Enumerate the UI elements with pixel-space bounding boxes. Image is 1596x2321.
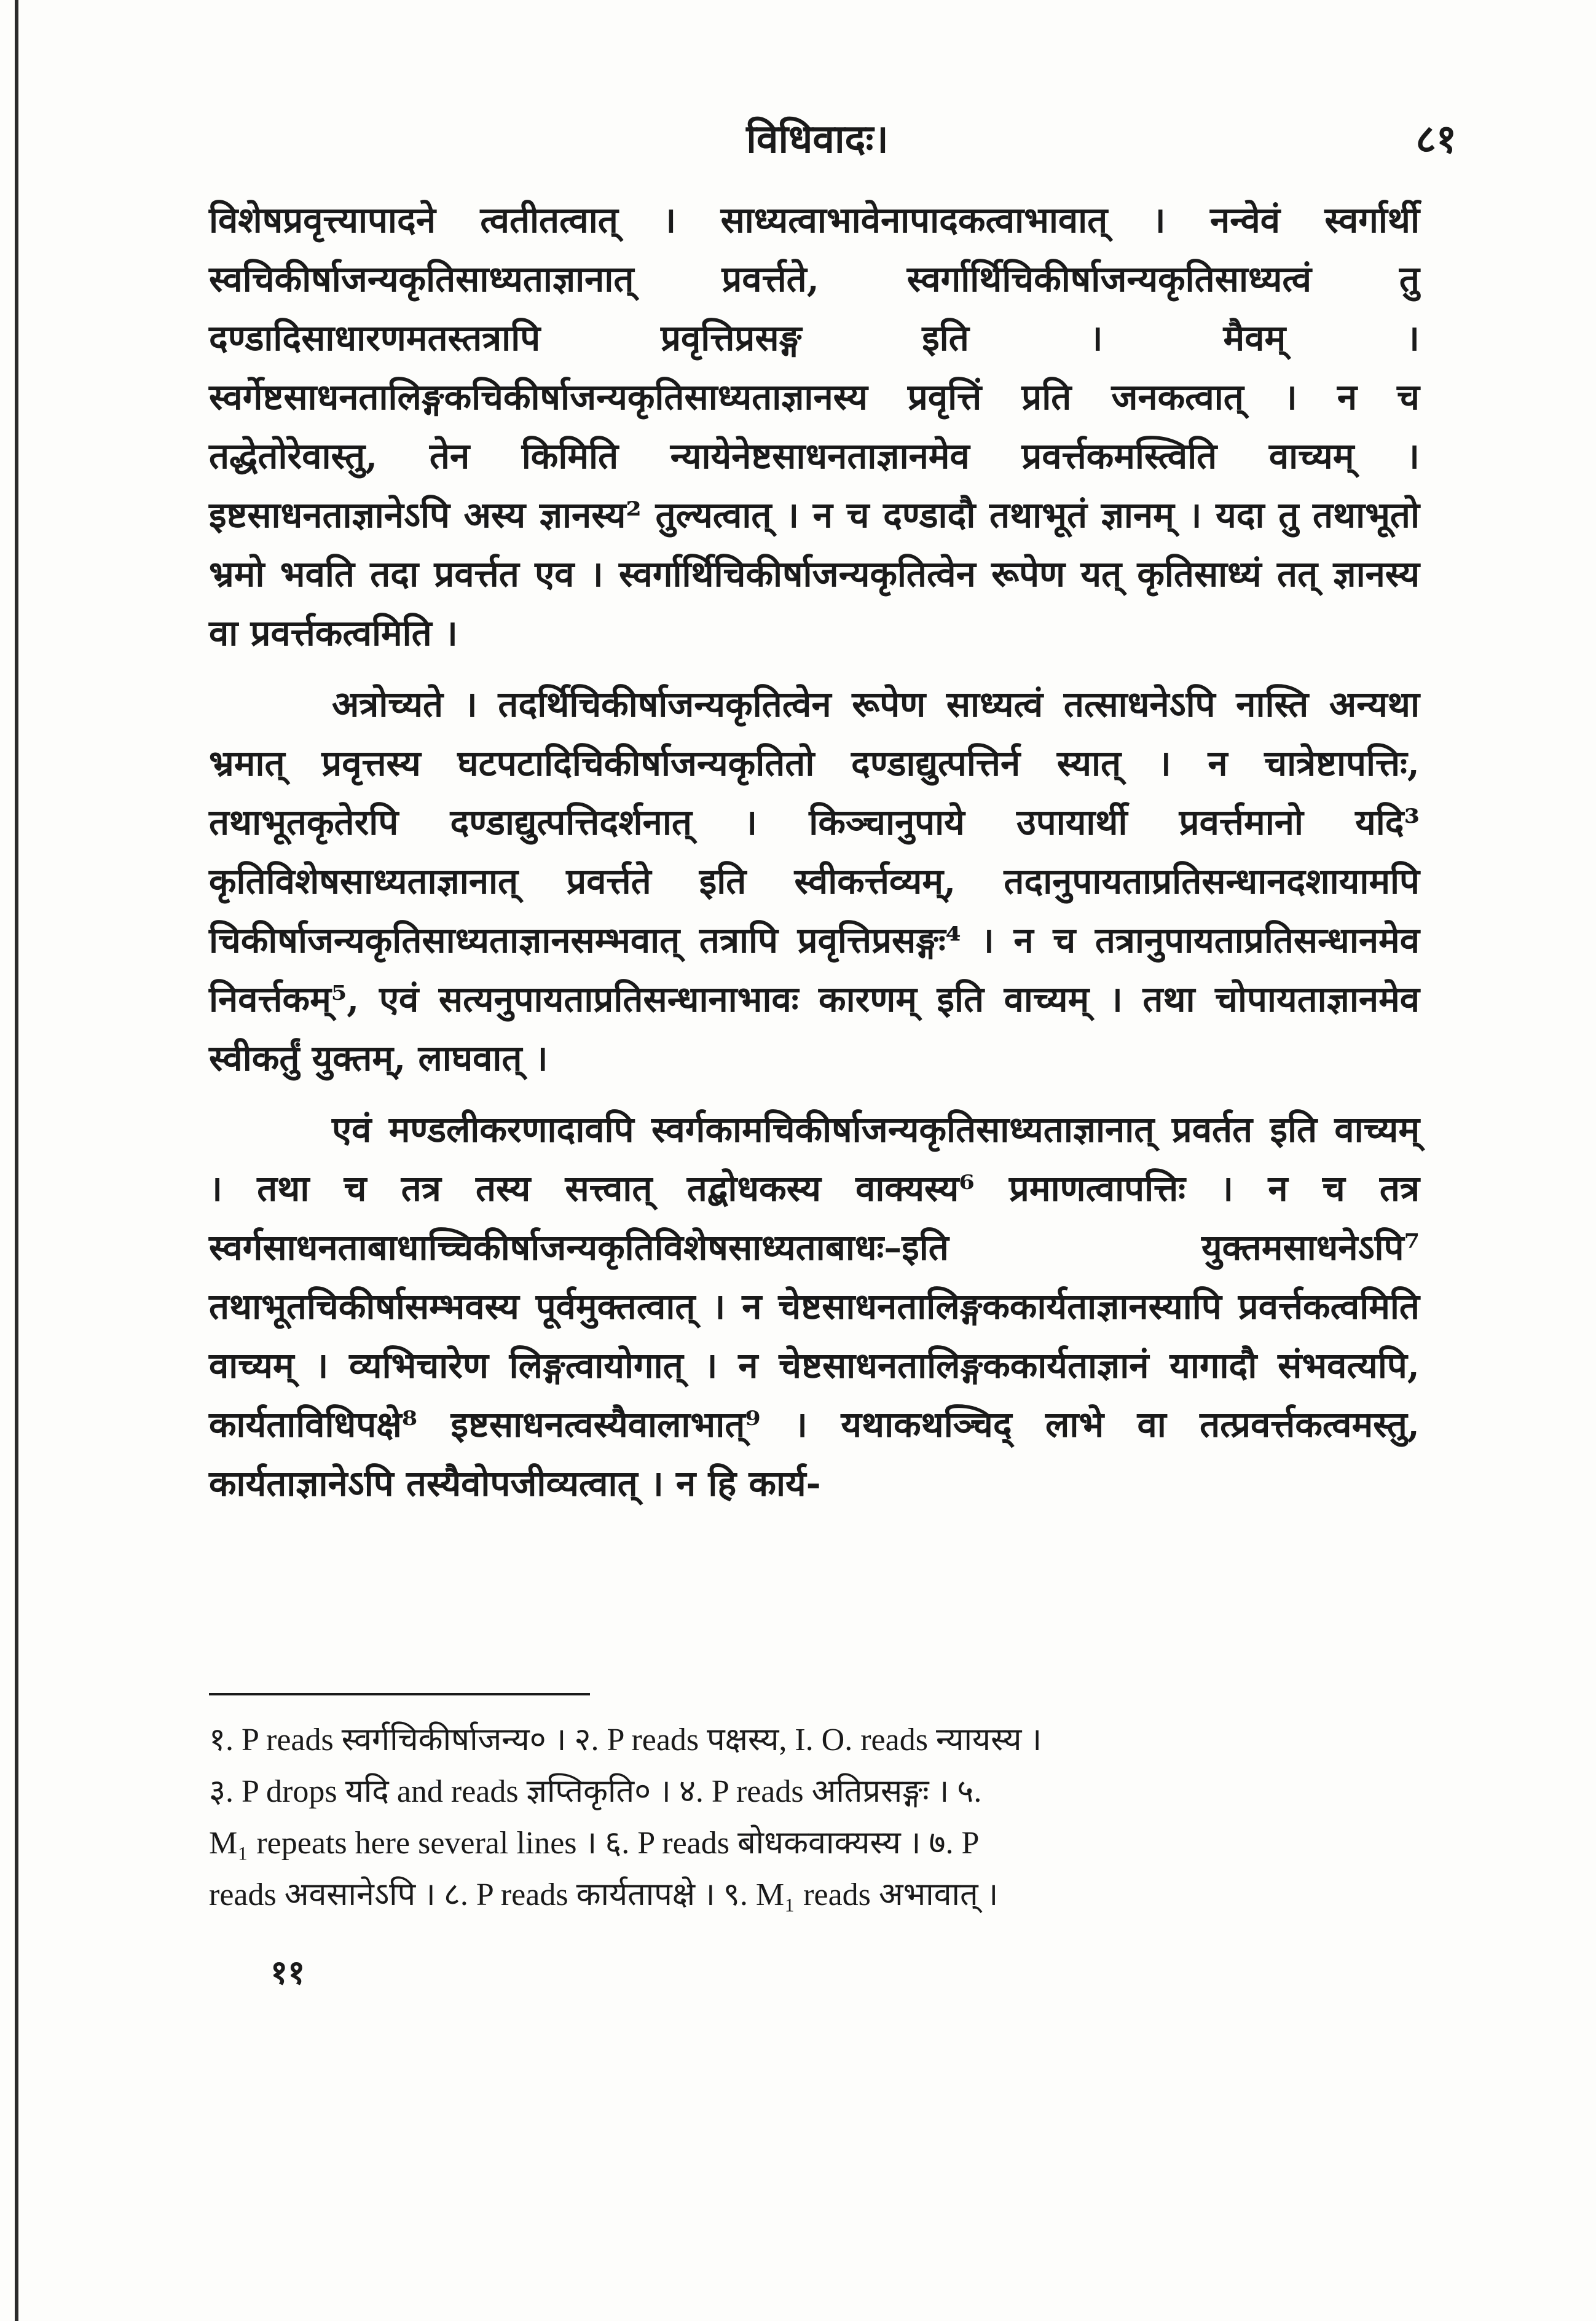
paragraph-2: अत्रोच्यते । तदर्थिचिकीर्षाजन्यकृतित्वेन रूपेण साध्यत्वं तत्साधनेऽपि नास्ति अन्यथा भ्रमात् प्रवृत्तस्य घटपटादिचिकीर्षाजन्यकृतितो दण्डाद्युत्पत्तिर्न स्यात् । न चात्रेष्टापत्तिः, तथाभूतकृतेरपि दण्डाद्युत्पत्तिदर्शनात् । किञ्चानुपाये उपायार्थी प्रवर्त्तमानो यदि³ कृतिविशेषसाध्यताज्ञानात् प्रवर्त्तते इति स्वीकर्त्तव्यम्, तदानुपायताप्रतिसन्धानदशायामपि चिकीर्षाजन्यकृतिसाध्यताज्ञानसम्भवात् तत्रापि प्रवृत्तिप्रसङ्गः⁴ । न च तत्रानुपायताप्रतिसन्धानमेव निवर्त्तकम्⁵, एवं सत्यनुपायताप्रतिसन्धानाभावः कारणम् इति वाच्यम् । तथा चोपायताज्ञानमेव स्वीकर्तुं युक्तम्, लाघवात् । xyxy=(209,683,1420,1079)
signature-mark: ११ xyxy=(270,1952,305,1992)
page-number: ८१ xyxy=(1415,116,1456,162)
footnote-line-3: M₁ repeats here several lines । ६. P reads बोधकवाक्यस्य । ७. P xyxy=(209,1826,980,1861)
footnote-line-2: ३. P drops यदि and reads ज्ञप्तिकृति० । ४. P reads अतिप्रसङ्गः । ५. xyxy=(209,1774,982,1809)
binding-edge xyxy=(15,0,18,2321)
paragraph-3: एवं मण्डलीकरणादावपि स्वर्गकामचिकीर्षाजन्यकृतिसाध्यताज्ञानात् प्रवर्तत इति वाच्यम् । तथा च तत्र तस्य सत्त्वात् तद्बोधकस्य वाक्यस्य⁶ प्रमाणत्वापत्तिः । न च तत्र स्वर्गसाधनताबाधाच्चिकीर्षाजन्यकृतिविशेषसाध्यताबाधः–इति युक्तमसाधनेऽपि⁷ तथाभूतचिकीर्षासम्भवस्य पूर्वमुक्तत्वात् । न चेष्टसाधनतालिङ्गककार्यताज्ञानस्यापि प्रवर्त्तकत्वमिति वाच्यम् । व्यभिचारेण लिङ्गत्वायोगात् । न चेष्टसाधनतालिङ्गककार्यताज्ञानं यागादौ संभवत्यपि, कार्यताविधिपक्षे⁸ इष्टसाधनत्वस्यैवालाभात्⁹ । यथाकथञ्चिद् लाभे वा तत्प्रवर्त्तकत्वमस्तु, कार्यताज्ञानेऽपि तस्यैवोपजीव्यत्वात् । न हि कार्य- xyxy=(209,1109,1420,1504)
page-header xyxy=(203,98,1456,172)
footnote-line-4: reads अवसानेऽपि । ८. P reads कार्यतापक्षे । ९. M₁ reads अभावात् । xyxy=(209,1877,999,1912)
paragraph-1: विशेषप्रवृत्त्यापादने त्वतीतत्वात् । साध्यत्वाभावेनापादकत्वाभावात् । नन्वेवं स्वर्गार्थी स्वचिकीर्षाजन्यकृतिसाध्यताज्ञानात् प्रवर्त्तते, स्वर्गार्थिचिकीर्षाजन्यकृतिसाध्यत्वं तु दण्डादिसाधारणमतस्तत्रापि प्रवृत्तिप्रसङ्ग इति । मैवम् । स्वर्गेष्टसाधनतालिङ्गकचिकीर्षाजन्यकृतिसाध्यताज्ञानस्य प्रवृत्तिं प्रति जनकत्वात् । न च तद्धेतोरेवास्तु, तेन किमिति न्यायेनेष्टसाधनताज्ञानमेव प्रवर्त्तकमस्त्विति वाच्यम् । इष्टसाधनताज्ञानेऽपि अस्य ज्ञानस्य² तुल्यत्वात् । न च दण्डादौ तथाभूतं ज्ञानम् । यदा तु तथाभूतो भ्रमो भवति तदा प्रवर्त्तत एव । स्वर्गार्थिचिकीर्षाजन्यकृतित्वेन रूपेण यत् कृतिसाध्यं तत् ज्ञानस्य वा प्रवर्त्तकत्वमिति । xyxy=(209,199,1420,654)
footnote-divider xyxy=(209,1693,590,1695)
footnote-line-1: १. P reads स्वर्गचिकीर्षाजन्य० । २. P reads पक्षस्य, I. O. reads न्यायस्य । xyxy=(209,1722,1042,1757)
running-head: विधिवादः। xyxy=(746,116,889,162)
body-text xyxy=(209,190,1420,1525)
footnotes xyxy=(209,1714,1420,1921)
